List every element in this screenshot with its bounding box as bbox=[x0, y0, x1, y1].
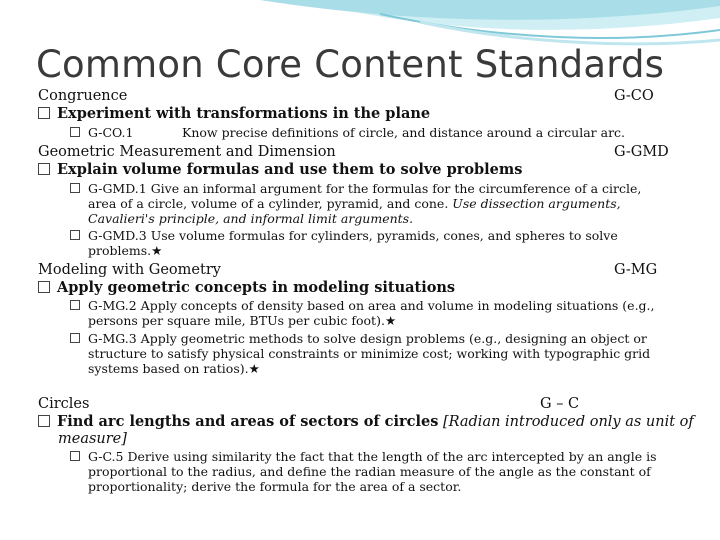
section-code-gmd: G-GMD bbox=[614, 144, 669, 160]
standard-item: G-GMD.3 Use volume formulas for cylinders, pyramids, cones, and spheres to solve problems.★ bbox=[70, 228, 690, 243]
cluster-heading: Find arc lengths and areas of sectors of circles [Radian introduced only as unit of bbox=[38, 414, 694, 431]
standard-item: G-CO.1 Know precise definitions of circle, and distance around a circular arc. bbox=[70, 125, 690, 140]
star-icon: ★ bbox=[384, 313, 397, 328]
standard-item: G-C.5 Derive using similarity the fact that the length of the arc intercepted by an angle is proportional to the radius, and define the radian measure of the angle as the constant of proportionality; derive the formula for the area of a sector. bbox=[70, 449, 690, 464]
checkbox-bullet-icon bbox=[38, 281, 50, 293]
checkbox-bullet-icon bbox=[38, 415, 50, 427]
standard-item: G-MG.3 Apply geometric methods to solve design problems (e.g., designing an object or structure to satisfy physical constraints or minimize cost; working with typographic grid systems based on ratios).★ bbox=[70, 331, 690, 346]
checkbox-bullet-icon bbox=[70, 127, 80, 137]
section-code-circles: G – C bbox=[540, 396, 580, 412]
cluster-heading: Explain volume formulas and use them to solve problems bbox=[38, 162, 522, 179]
section-label-congruence: Congruence bbox=[38, 88, 128, 104]
section-code-congruence: G-CO bbox=[614, 88, 654, 104]
section-label-circles: Circles bbox=[38, 396, 90, 412]
checkbox-bullet-icon bbox=[70, 183, 80, 193]
cluster-heading: Experiment with transformations in the plane bbox=[38, 106, 430, 123]
section-code-mg: G-MG bbox=[614, 262, 658, 278]
checkbox-bullet-icon bbox=[38, 107, 50, 119]
cluster-heading: Apply geometric concepts in modeling situations bbox=[38, 280, 455, 297]
checkbox-bullet-icon bbox=[70, 451, 80, 461]
checkbox-bullet-icon bbox=[38, 163, 50, 175]
checkbox-bullet-icon bbox=[70, 333, 80, 343]
section-label-mg: Modeling with Geometry bbox=[38, 262, 221, 278]
standard-item: G-MG.2 Apply concepts of density based on area and volume in modeling situations (e.g., persons per square mile, BTUs per cubic foot).★ bbox=[70, 298, 690, 313]
star-icon: ★ bbox=[151, 243, 163, 258]
checkbox-bullet-icon bbox=[70, 300, 80, 310]
cluster-heading-continuation: measure] bbox=[58, 431, 127, 447]
section-label-gmd: Geometric Measurement and Dimension bbox=[38, 144, 336, 160]
star-icon: ★ bbox=[248, 361, 260, 376]
standard-item: G-GMD.1 Give an informal argument for the formulas for the circumference of a circle, area of a circle, volume of a cylinder, pyramid, and cone. Use dissection arguments, Cavalieri's principle, and informal limit arguments. bbox=[70, 181, 690, 196]
checkbox-bullet-icon bbox=[70, 230, 80, 240]
page-title: Common Core Content Standards bbox=[36, 43, 665, 86]
